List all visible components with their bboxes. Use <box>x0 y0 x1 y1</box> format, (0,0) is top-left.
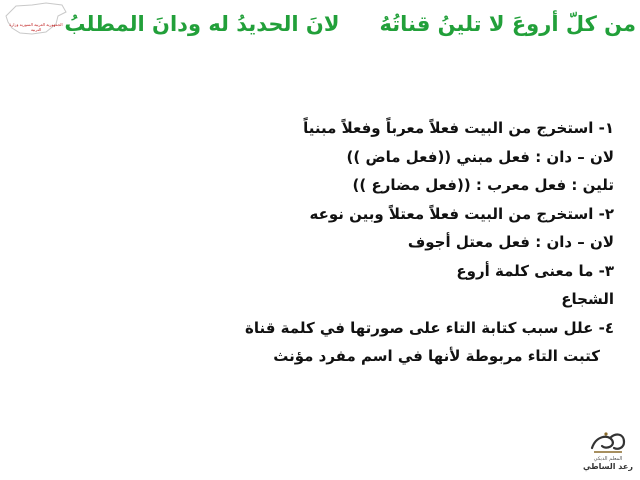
question-3: ٣- ما معنى كلمة أروع <box>456 261 614 280</box>
syria-map-logo <box>2 2 68 52</box>
answer-3: الشجاع <box>561 290 614 308</box>
author-stamp <box>578 428 638 478</box>
question-2: ٢- استخرج من البيت فعلاً معتلاً وبين نوعه <box>309 204 614 223</box>
question-1: ١- استخرج من البيت فعلاً معرباً وفعلاً مبنياً <box>303 119 614 137</box>
answer-4: كتبت التاء مربوطة لأنها في اسم مفرد مؤنث <box>273 347 600 365</box>
answer-2: لان – دان : فعل معتل أجوف <box>407 233 614 251</box>
verse-first-hemistich: من كلّ أروعَ لا تلينُ قناتُهُ <box>379 12 636 36</box>
poem-verse-title <box>64 12 636 36</box>
verse-second-hemistich: لانَ الحديدُ له ودانَ المطلبُ <box>64 12 340 36</box>
answer-1b: تلين : فعل معرب : ((فعل مضارع )) <box>352 176 614 194</box>
author-name: رعد الساطي <box>583 462 633 471</box>
stamp-subtitle: المعلم الديكي <box>593 456 623 462</box>
answer-1a: لان – دان : فعل مبني ((فعل ماض )) <box>346 147 614 166</box>
calligraphy-logo-icon <box>586 428 630 456</box>
map-caption: الجمهورية العربية السورية وزارة التربية <box>9 22 63 32</box>
questions-and-answers <box>194 114 614 371</box>
question-4: ٤- علل سبب كتابة التاء على صورتها في كلمة قناة <box>245 318 614 337</box>
